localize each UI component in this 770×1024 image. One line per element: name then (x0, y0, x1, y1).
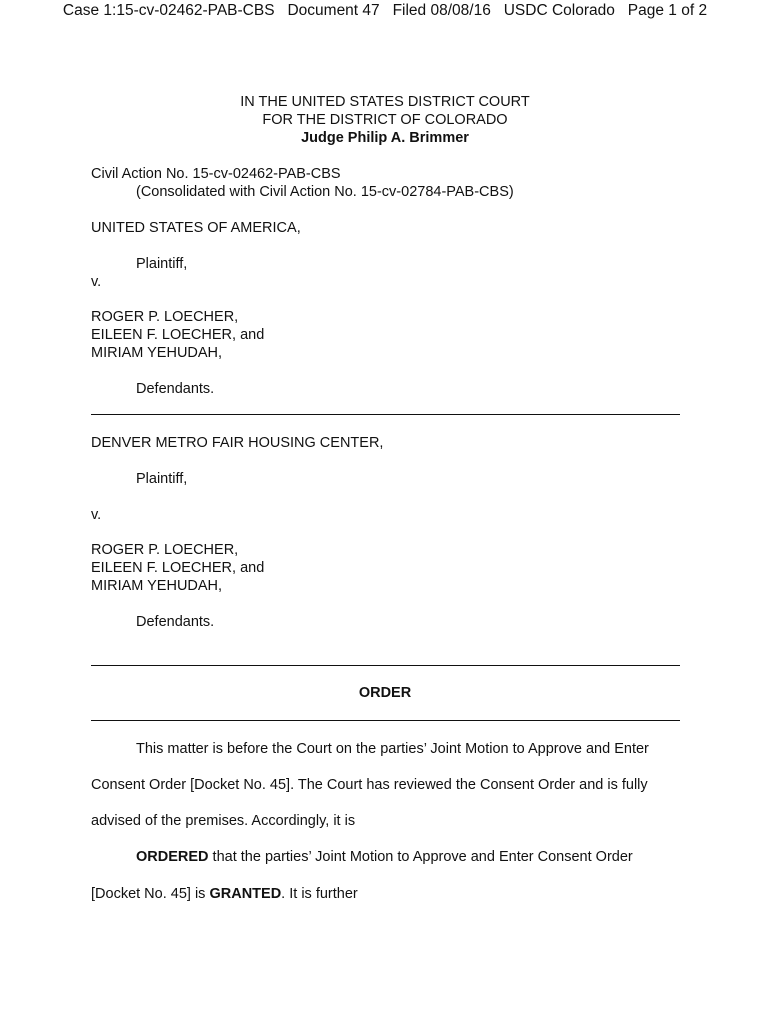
order-para1-line1: This matter is before the Court on the parties’ Joint Motion to Approve and Enter (136, 741, 649, 757)
order-para2-line2-start: [Docket No. 45] is (91, 886, 210, 902)
order-para1-line2: Consent Order [Docket No. 45]. The Court has reviewed the Consent Order and is fully (91, 777, 648, 793)
filing-stamp-header: Case 1:15-cv-02462-PAB-CBS Document 47 Filed 08/08/16 USDC Colorado Page 1 of 2 (62, 2, 708, 19)
order-para1-line3: advised of the premises. Accordingly, it is (91, 813, 356, 829)
judge-name: Judge Philip A. Brimmer (301, 130, 469, 146)
case2-defendant-3: MIRIAM YEHUDAH, (91, 578, 223, 594)
ordered-keyword: ORDERED (136, 849, 209, 865)
case2-plaintiff-name: DENVER METRO FAIR HOUSING CENTER, (91, 435, 384, 451)
case1-versus: v. (91, 274, 102, 290)
case2-defendants-role: Defendants. (136, 614, 215, 630)
order-top-rule (91, 665, 680, 666)
order-para2-line1-text: that the parties’ Joint Motion to Approve and Enter Consent Order (208, 849, 633, 865)
civil-action-number: Civil Action No. 15-cv-02462-PAB-CBS (91, 166, 341, 182)
order-para2-line2 (91, 885, 358, 903)
order-bottom-rule (91, 720, 680, 721)
case1-plaintiff-name: UNITED STATES OF AMERICA, (91, 220, 301, 236)
court-name-line1: IN THE UNITED STATES DISTRICT COURT (240, 94, 530, 110)
case2-defendant-2: EILEEN F. LOECHER, and (91, 560, 265, 576)
case1-defendant-2: EILEEN F. LOECHER, and (91, 327, 265, 343)
case1-plaintiff-role: Plaintiff, (136, 256, 188, 272)
case2-plaintiff-role: Plaintiff, (136, 471, 188, 487)
case2-defendant-1: ROGER P. LOECHER, (91, 542, 239, 558)
order-title: ORDER (358, 685, 412, 701)
order-para2-line1 (136, 848, 633, 866)
case1-defendant-3: MIRIAM YEHUDAH, (91, 345, 223, 361)
caption-divider-rule (91, 414, 680, 415)
court-caption (0, 93, 770, 147)
case1-defendants-role: Defendants. (136, 381, 215, 397)
case1-defendant-1: ROGER P. LOECHER, (91, 309, 239, 325)
order-para2-line2-end: . It is further (281, 886, 358, 902)
granted-keyword: GRANTED (209, 886, 282, 902)
consolidated-note: (Consolidated with Civil Action No. 15-cv-02784-PAB-CBS) (136, 184, 514, 200)
court-name-line2: FOR THE DISTRICT OF COLORADO (262, 112, 508, 128)
case2-versus: v. (91, 507, 102, 523)
